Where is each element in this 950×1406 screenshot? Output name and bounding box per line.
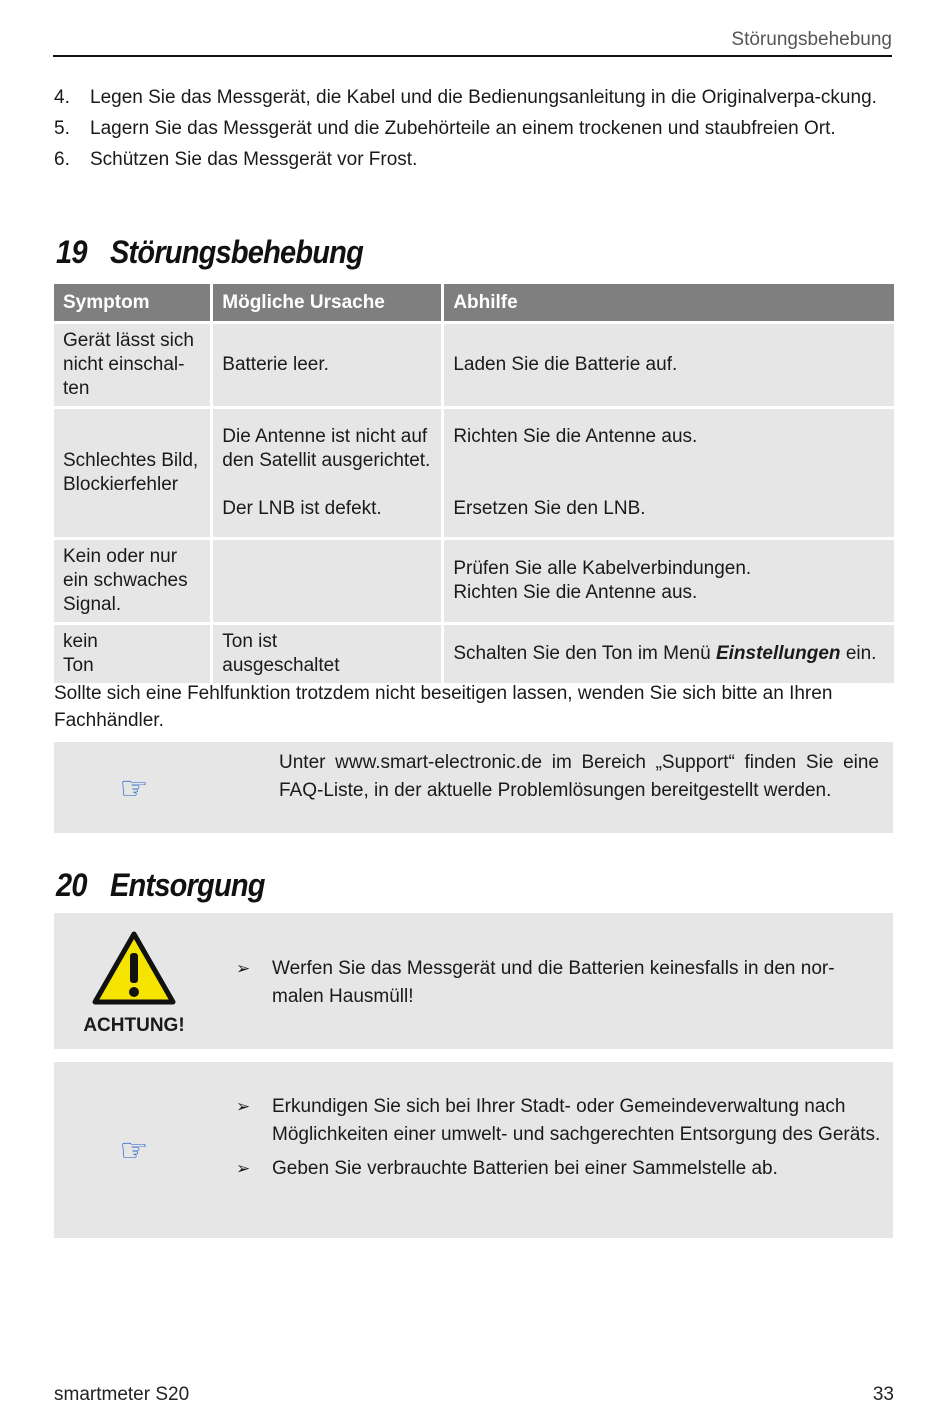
disposal-hint-box <box>54 1062 893 1238</box>
cause-cell <box>213 540 441 622</box>
menu-name-emphasis: Einstellungen <box>715 643 841 664</box>
remedy-text: ein. <box>840 643 877 664</box>
cause-text: ausgeschaltet <box>222 655 340 676</box>
table-row <box>54 324 894 406</box>
footer-product-name: smartmeter S20 <box>54 1384 190 1405</box>
step-text: Schützen Sie das Messgerät vor Frost. <box>90 149 418 170</box>
arrowhead-bullet-icon: ➢ <box>236 1159 251 1179</box>
list-item <box>54 146 894 173</box>
symptom-text: kein <box>63 631 98 652</box>
remedy-text: Ersetzen Sie den LNB. <box>453 498 646 519</box>
remedy-cell: Laden Sie die Batterie auf. <box>444 324 894 406</box>
list-item <box>236 955 883 1011</box>
table-row <box>54 625 894 683</box>
remedy-cell <box>444 540 894 622</box>
warning-list <box>236 955 883 1017</box>
section-19-heading <box>56 235 363 272</box>
remedy-text: Prüfen Sie alle Kabelverbindungen. <box>453 558 752 579</box>
support-hint-box <box>54 742 893 833</box>
step-number: 5. <box>54 118 70 139</box>
disposal-notes-list <box>236 1093 883 1189</box>
cause-text: Die Antenne ist nicht auf den Satellit ausgerichtet. <box>222 426 431 471</box>
section-number: 19 <box>56 235 87 271</box>
hint-icon-cell <box>54 742 214 833</box>
remedy-cell <box>444 409 894 537</box>
spacer <box>453 473 885 497</box>
remedy-text: Richten Sie die Antenne aus. <box>453 582 698 603</box>
symptom-cell: Schlechtes Bild, Blockierfehler <box>54 409 210 537</box>
list-item <box>54 115 894 142</box>
hint-icon-cell <box>54 1062 214 1238</box>
disposal-note-text: Erkundigen Sie sich bei Ihrer Stadt- oder Gemeindeverwaltung nach Möglichkeiten einer umwelt- und sachgerechten Entsorgung des Geräts. <box>272 1096 881 1145</box>
column-header-remedy: Abhilfe <box>444 284 894 321</box>
column-header-symptom: Symptom <box>54 284 210 321</box>
troubleshooting-table <box>51 281 897 686</box>
section-title: Entsorgung <box>110 868 265 904</box>
column-header-cause: Mögliche Ursache <box>213 284 441 321</box>
closing-paragraph: Sollte sich eine Fehlfunktion trotzdem nicht beseitigen lassen, wenden Sie sich bitte an Ihren Fachhändler. <box>54 683 833 731</box>
spacer <box>222 473 432 497</box>
page-header-title: Störungsbehebung <box>731 29 892 50</box>
list-item <box>54 84 894 111</box>
spacer <box>453 449 885 473</box>
warning-text: Werfen Sie das Messgerät und die Batterien keinesfalls in den nor-malen Hausmüll! <box>272 958 835 1007</box>
section-20-heading <box>56 868 265 905</box>
cause-text: Ton ist <box>222 631 278 652</box>
symptom-text: Ton <box>63 655 94 676</box>
header-rule <box>53 55 892 57</box>
disposal-note-text: Geben Sie verbrauchte Batterien bei einer Sammelstelle ab. <box>272 1158 778 1179</box>
warning-triangle-icon <box>92 931 176 1005</box>
remedy-text: Richten Sie die Antenne aus. <box>453 426 698 447</box>
arrowhead-bullet-icon: ➢ <box>236 1097 251 1117</box>
pointing-hand-icon: ☞ <box>119 1131 149 1169</box>
list-item <box>236 1093 883 1149</box>
cause-text: Der LNB ist defekt. <box>222 498 382 519</box>
step-text: Lagern Sie das Messgerät und die Zubehörteile an einem trockenen und staubfreien Ort. <box>90 118 836 139</box>
arrowhead-bullet-icon: ➢ <box>236 959 251 979</box>
cause-cell <box>213 409 441 537</box>
section-number: 20 <box>56 868 87 904</box>
table-header-row <box>54 284 894 321</box>
symptom-cell: Gerät lässt sich nicht einschal-ten <box>54 324 210 406</box>
remedy-text: Schalten Sie den Ton im Menü <box>453 643 716 664</box>
pointing-hand-icon: ☞ <box>119 768 149 807</box>
support-note-text: Unter www.smart-electronic.de im Bereich „Support“ finden Sie eine FAQ-Liste, in der aktuelle Problemlösungen bereitgestellt werden. <box>279 752 879 801</box>
remedy-cell <box>444 625 894 683</box>
cause-cell: Batterie leer. <box>213 324 441 406</box>
table-row <box>54 540 894 622</box>
list-item <box>236 1155 883 1183</box>
warning-box <box>54 913 893 1049</box>
symptom-cell <box>54 625 210 683</box>
footer-page-number: 33 <box>872 1384 894 1405</box>
symptom-cell: Kein oder nur ein schwaches Signal. <box>54 540 210 622</box>
table-row <box>54 409 894 537</box>
cause-cell <box>213 625 441 683</box>
section-title: Störungsbehebung <box>110 235 364 271</box>
storage-steps-list <box>54 84 894 177</box>
step-number: 6. <box>54 149 70 170</box>
step-number: 4. <box>54 87 70 108</box>
step-text: Legen Sie das Messgerät, die Kabel und die Bedienungsanleitung in die Originalverpa-ckung. <box>90 87 877 108</box>
warning-label: ACHTUNG! <box>83 1015 185 1036</box>
